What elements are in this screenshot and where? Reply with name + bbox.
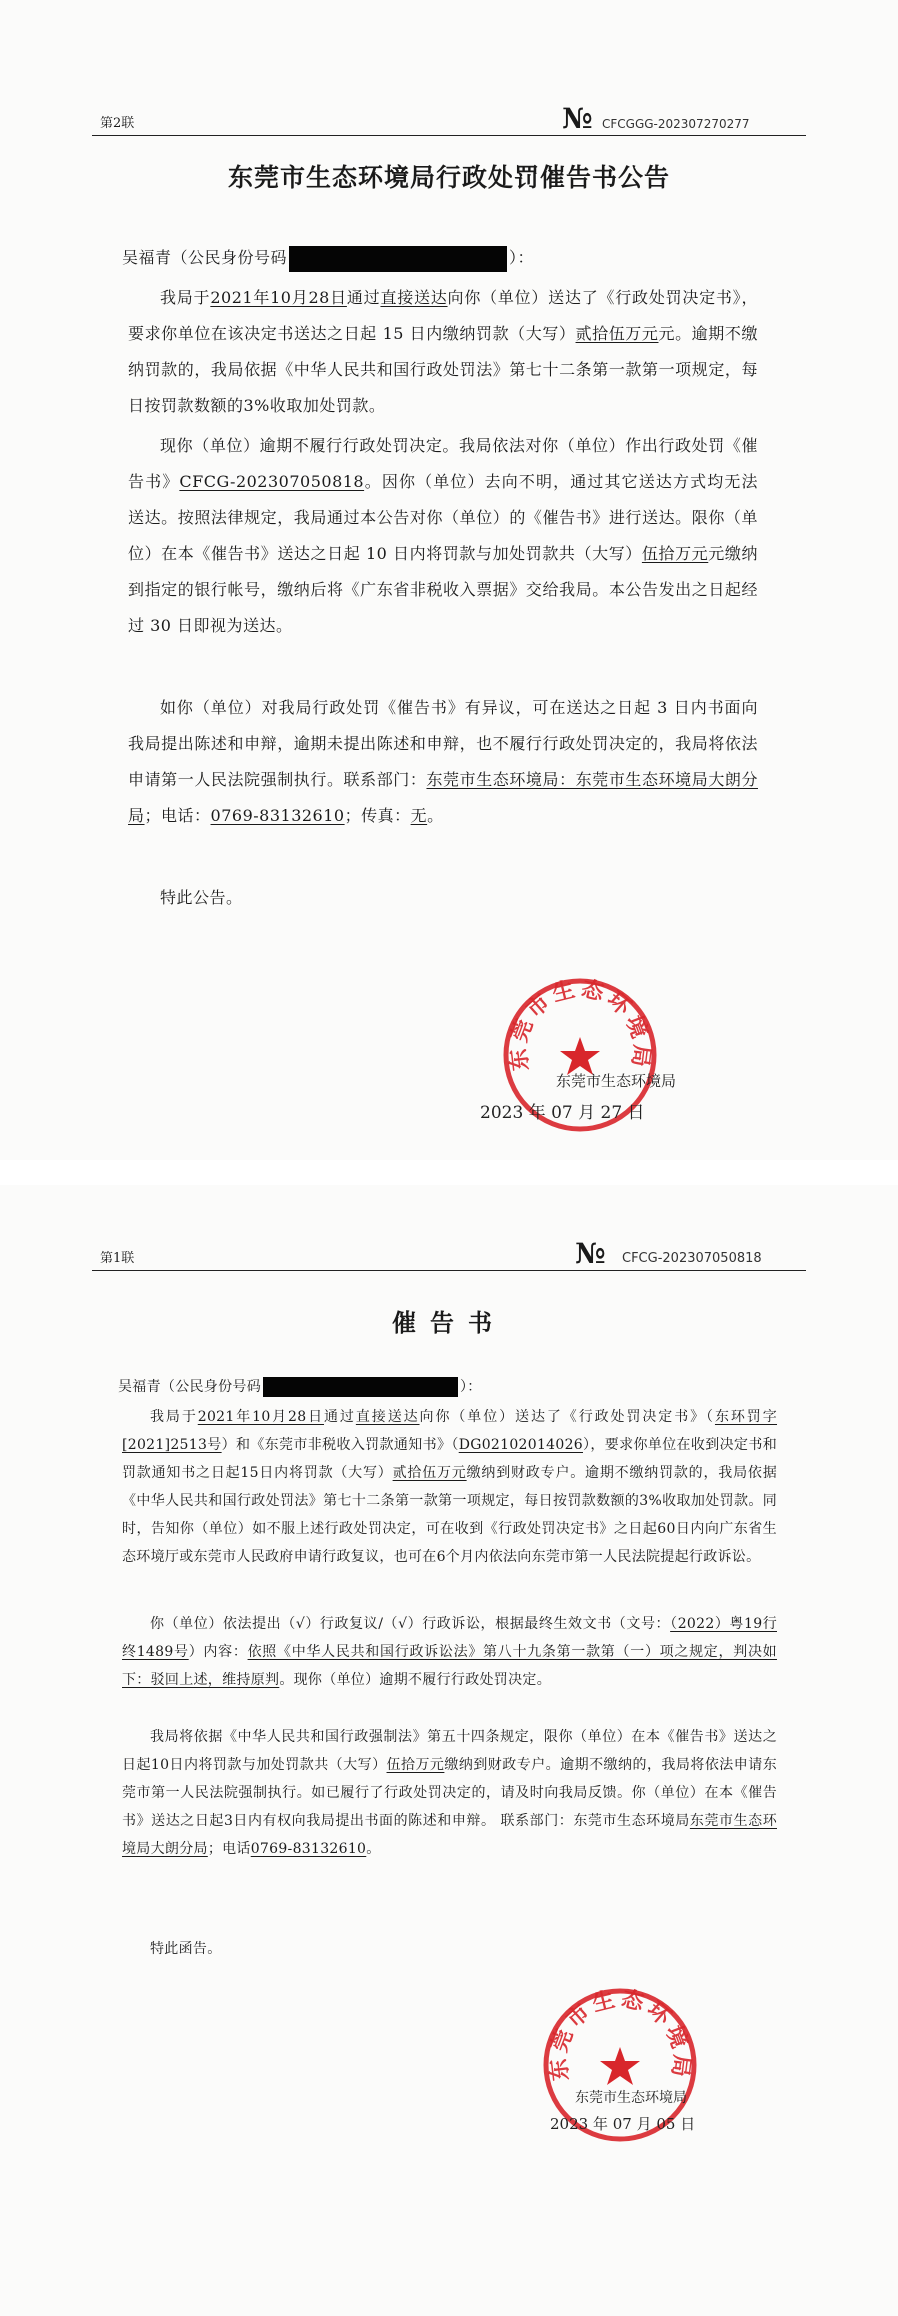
notice-header <box>92 95 806 136</box>
reminder-paragraph-3: 我局将依据《中华人民共和国行政强制法》第五十四条规定，限你（单位）在本《催告书》送达之日起10日内将罚款与加处罚款共（大写）伍拾万元缴纳到财政专户。逾期不缴纳的，我局将依法申请东莞市第一人民法院强制执行。如已履行了行政处罚决定的，请及时向我局反馈。你（单位）在本《催告书》送达之日起3日内有权向我局提出书面的陈述和申辩。 联系部门：东莞市生态环境局东莞市生态环境局大朗分局；电话0769-83132610。 <box>122 1729 777 1857</box>
signing-date: 2023 年 07 月 05 日 <box>550 2115 696 2133</box>
reminder-closing: 特此函告。 <box>150 1941 222 1957</box>
reminder-page <box>0 1185 898 2316</box>
redacted-id <box>289 246 507 272</box>
reminder-paragraph-2: 你（单位）依法提出（√）行政复议/（√）行政诉讼，根据最终生效文书（文号：（2022）粤19行终1489号）内容：依照《中华人民共和国行政诉讼法》第八十九条第一款第（一）项之规定，判决如下：驳回上述，维持原判。现你（单位）逾期不履行行政处罚决定。 <box>122 1616 777 1688</box>
document-title: 催告书 <box>392 1308 506 1337</box>
page-label: 第1联 <box>100 1251 135 1266</box>
signing-org: 东莞市生态环境局 <box>575 2090 687 2106</box>
redacted-id <box>263 1377 458 1397</box>
svg-text:东莞市生态环境局: 东莞市生态环境局 <box>504 975 656 1073</box>
number-symbol: № <box>562 102 592 135</box>
notice-paragraph-1: 我局于2021年10月28日通过直接送达向你（单位）送达了《行政处罚决定书》，要求你单位在该决定书送达之日起 15 日内缴纳罚款（大写）贰拾伍万元元。逾期不缴纳罚款的，我局依据《中华人民共和国行政处罚法》第七十二条第一款第一项规定，每日按罚款数额的3%收取加处罚款。 <box>128 288 758 415</box>
signing-org: 东莞市生态环境局 <box>556 1072 677 1090</box>
notice-paragraph-2: 现你（单位）逾期不履行行政处罚决定。我局依法对你（单位）作出行政处罚《催告书》CFCG-202307050818。因你（单位）去向不明，通过其它送达方式均无法送达。按照法律规定，我局通过本公告对你（单位）的《催告书》进行送达。限你（单位）在本《催告书》送达之日起 10 日内将罚款与加处罚款共（大写）伍拾万元元缴纳到指定的银行帐号，缴纳后将《广东省非税收入票据》交给我局。本公告发出之日起经过 30 日即视为送达。 <box>128 436 758 635</box>
seal-star-icon <box>600 2047 640 2085</box>
svg-text:东莞市生态环境局: 东莞市生态环境局 <box>544 1985 696 2083</box>
reminder-paragraph-1: 我局于2021年10月28日通过直接送达向你（单位）送达了《行政处罚决定书》（东环罚字[2021]2513号）和《东莞市非税收入罚款通知书》（DG02102014026），要求你单位在收到决定书和罚款通知书之日起15日内将罚款（大写）贰拾伍万元缴纳到财政专户。逾期不缴纳罚款的，我局依据《中华人民共和国行政处罚法》第七十二条第一款第一项规定，每日按罚款数额的3%收取加处罚款。同时，告知你（单位）如不服上述行政处罚决定，可在收到《行政处罚决定书》之日起60日内向广东省生态环境厅或东莞市人民政府申请行政复议，也可在6个月内依法向东莞市第一人民法院提起行政诉讼。 <box>122 1409 778 1565</box>
document-number: CFCGGG-202307270277 <box>602 117 750 131</box>
document-title: 东莞市生态环境局行政处罚催告书公告 <box>227 163 670 192</box>
reminder-header <box>92 1230 806 1271</box>
page-separator <box>0 1160 898 1185</box>
document-number: CFCG-202307050818 <box>622 1251 762 1266</box>
addressee-line: 吴福青（公民身份号码 ）： <box>118 1379 482 1395</box>
signing-date: 2023 年 07 月 27 日 <box>480 1103 645 1123</box>
addressee-line: 吴福青（公民身份号码 ）： <box>122 240 752 276</box>
number-symbol: № <box>575 1237 605 1270</box>
notice-paragraph-3: 如你（单位）对我局行政处罚《催告书》有异议，可在送达之日起 3 日内书面向我局提出陈述和申辩，逾期未提出陈述和申辩，也不履行行政处罚决定的，我局将依法申请第一人民法院强制执行。联系部门：东莞市生态环境局：东莞市生态环境局大朗分局；电话：0769-83132610；传真：无。 <box>128 698 758 825</box>
notice-closing: 特此公告。 <box>160 888 243 907</box>
page-label: 第2联 <box>100 116 135 131</box>
